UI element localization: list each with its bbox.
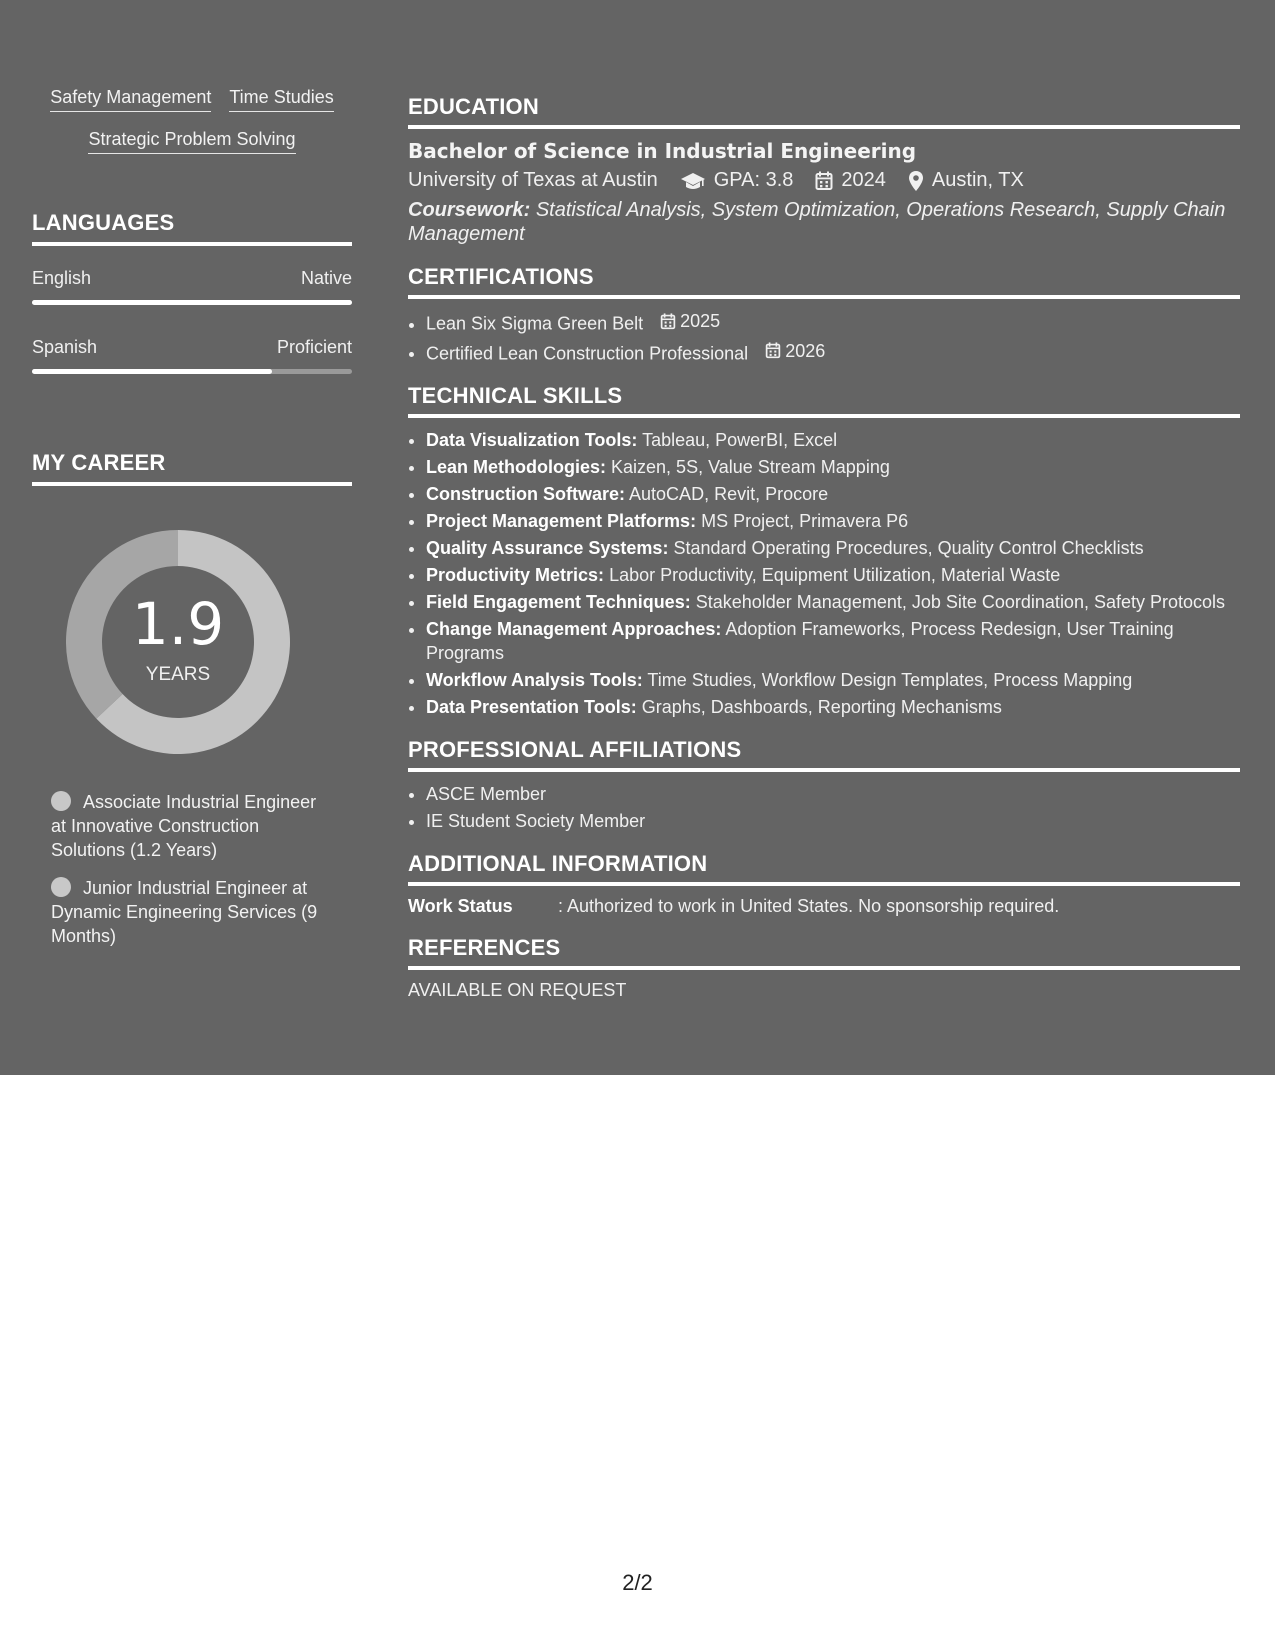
career-list [51, 790, 321, 962]
language-name: Spanish [32, 337, 98, 357]
list-item [426, 695, 1240, 719]
skill-tag[interactable]: Time Studies [229, 86, 333, 112]
skill-value: Time Studies, Workflow Design Templates, Process Mapping [647, 670, 1133, 690]
skill-tags [32, 86, 352, 154]
degree-title: Bachelor of Science in Industrial Engineering [408, 139, 917, 163]
coursework [408, 198, 1240, 246]
legend-dot [51, 877, 71, 897]
certification-name: Certified Lean Construction Professional [426, 343, 749, 363]
technical-skills-section [408, 383, 1240, 719]
languages-section [32, 210, 352, 374]
legend-dot [51, 791, 71, 811]
gpa: GPA: 3.8 [713, 169, 794, 191]
career-item [51, 876, 321, 948]
language-item [32, 337, 352, 374]
graduation-cap-icon [680, 171, 706, 191]
coursework-label: Coursework: [408, 199, 531, 221]
section-title: REFERENCES [408, 935, 1240, 970]
section-title: MY CAREER [32, 450, 352, 486]
section-title: CERTIFICATIONS [408, 264, 1240, 299]
references-section [408, 935, 1240, 1001]
list-item [426, 668, 1240, 692]
skill-label: Quality Assurance Systems: [426, 538, 669, 558]
language-proficiency-fill [32, 369, 272, 374]
calendar-icon [660, 313, 676, 330]
career-section [32, 450, 352, 486]
skill-value: Standard Operating Procedures, Quality Control Checklists [673, 538, 1144, 558]
skill-value: Graphs, Dashboards, Reporting Mechanisms [641, 697, 1002, 717]
list-item: • ASCE Member [426, 782, 1240, 806]
skill-value: MS Project, Primavera P6 [701, 511, 909, 531]
additional-info-section [408, 851, 1240, 917]
certifications-section [408, 264, 1240, 365]
career-item [51, 790, 321, 862]
map-pin-icon [908, 170, 924, 192]
calendar-icon [765, 342, 781, 359]
work-status-value: : Authorized to work in United States. No sponsorship required. [558, 896, 1060, 916]
skill-label: Productivity Metrics: [426, 565, 605, 585]
education-location: Austin, TX [931, 169, 1024, 191]
skill-label: Data Visualization Tools: [426, 430, 638, 450]
skill-value: Adoption Frameworks, Process Redesign, User Training Programs [426, 619, 1174, 663]
certification-name: Lean Six Sigma Green Belt [426, 313, 644, 334]
skill-value: Labor Productivity, Equipment Utilization, Material Waste [609, 565, 1061, 585]
career-donut-chart [66, 530, 290, 754]
list-item [426, 536, 1240, 560]
career-years-value: 1.9 [131, 590, 225, 658]
list-item [426, 509, 1240, 533]
skill-label: Lean Methodologies: [426, 457, 606, 477]
list-item [426, 482, 1240, 506]
section-title: LANGUAGES [32, 210, 352, 246]
skill-value: Tableau, PowerBI, Excel [642, 430, 838, 450]
right-column [408, 94, 1240, 1019]
list-item [426, 590, 1240, 614]
list-item: • IE Student Society Member [426, 809, 1240, 833]
language-proficiency-fill [32, 300, 352, 305]
language-proficiency-bar [32, 369, 352, 374]
graduation-year: 2024 [841, 169, 886, 191]
list-item [426, 455, 1240, 479]
career-item-label: Junior Industrial Engineer at Dynamic Engineering Services (9 Months) [51, 878, 318, 946]
work-status-key: Work Status [408, 896, 513, 916]
certifications-list [408, 309, 1240, 365]
list-item [426, 428, 1240, 452]
skill-label: Field Engagement Techniques: [426, 592, 691, 612]
education-section [408, 94, 1240, 246]
skill-tag[interactable]: Safety Management [50, 86, 211, 112]
calendar-icon [815, 171, 833, 191]
work-status-row [408, 896, 1240, 917]
skill-value: Stakeholder Management, Job Site Coordination, Safety Protocols [695, 592, 1226, 612]
language-proficiency-bar [32, 300, 352, 305]
language-level: Native [300, 268, 352, 288]
skill-label: Change Management Approaches: [426, 619, 722, 639]
certification-year: 2026 [785, 340, 826, 361]
skill-value: Kaizen, 5S, Value Stream Mapping [611, 457, 890, 477]
certification-year: 2025 [680, 311, 721, 331]
career-years-label: YEARS [145, 664, 211, 685]
school-name: University of Texas at Austin [408, 169, 658, 191]
page-number: 2/2 [622, 1570, 653, 1595]
affiliations-list [408, 782, 1240, 833]
language-level: Proficient [276, 337, 352, 357]
list-item [426, 563, 1240, 587]
affiliations-section [408, 737, 1240, 833]
skill-label: Project Management Platforms: [426, 511, 697, 531]
education-details [408, 169, 1240, 192]
skill-label: Construction Software: [426, 484, 626, 504]
career-item-label: Associate Industrial Engineer at Innovative Construction Solutions (1.2 Years) [51, 792, 317, 860]
section-title: EDUCATION [408, 94, 1240, 129]
list-item [426, 617, 1240, 665]
language-name: English [32, 268, 92, 288]
section-title: ADDITIONAL INFORMATION [408, 851, 1240, 886]
references-text: AVAILABLE ON REQUEST [408, 980, 627, 1000]
section-title: PROFESSIONAL AFFILIATIONS [408, 737, 1240, 772]
skill-label: Data Presentation Tools: [426, 697, 637, 717]
list-item [426, 339, 1240, 366]
skill-value: AutoCAD, Revit, Procore [629, 484, 829, 504]
technical-skills-list [408, 428, 1240, 719]
list-item [426, 309, 1240, 336]
skill-tag[interactable]: Strategic Problem Solving [88, 128, 295, 154]
language-item [32, 268, 352, 305]
coursework-text: Statistical Analysis, System Optimization, Operations Research, Supply Chain Management [408, 199, 1226, 245]
skill-label: Workflow Analysis Tools: [426, 670, 643, 690]
section-title: TECHNICAL SKILLS [408, 383, 1240, 418]
